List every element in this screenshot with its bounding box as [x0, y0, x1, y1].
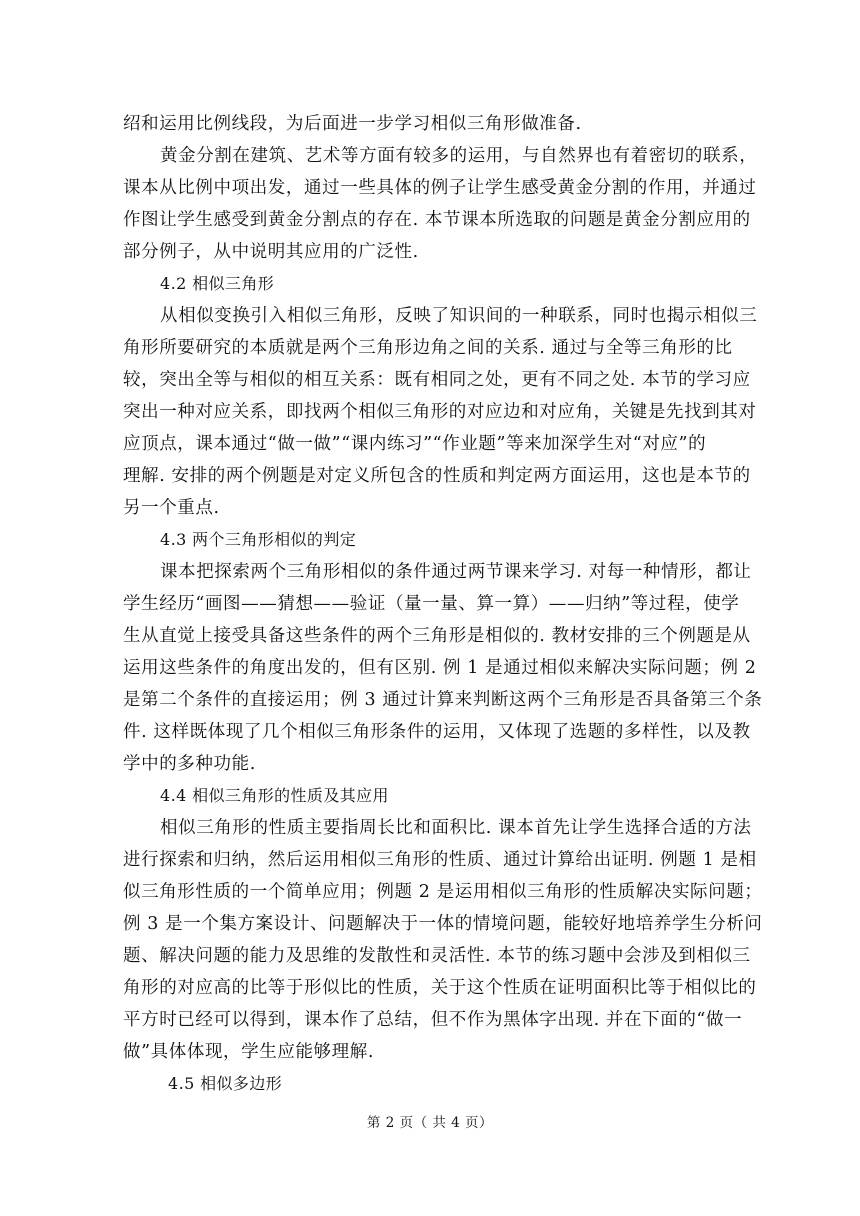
text-line: 部分例子，从中说明其应用的广泛性. — [123, 242, 419, 262]
text-line: 应顶点，课本通过“做一做”“课内练习”“作业题”等来加深学生对“对应”的 — [123, 434, 707, 454]
page-footer: 第 2 页（ 共 4 页） — [366, 1115, 494, 1131]
text-line: 做”具体体现，学生应能够理解. — [123, 1042, 375, 1062]
text-line: 似三角形性质的一个简单应用；例题 2 是运用相似三角形的性质解决实际问题； — [123, 882, 763, 902]
text-line: 从相似变换引入相似三角形，反映了知识间的一种联系，同时也揭示相似三 — [160, 306, 758, 326]
text-line: 黄金分割在建筑、艺术等方面有较多的运用，与自然界也有着密切的联系， — [160, 146, 758, 166]
text-line: 进行探索和归纳，然后运用相似三角形的性质、通过计算给出证明. 例题 1 是相 — [123, 850, 757, 870]
text-line: 例 3 是一个集方案设计、问题解决于一体的情境问题，能较好地培养学生分析问 — [123, 914, 763, 934]
text-line: 件. 这样既体现了几个相似三角形条件的运用，又体现了选题的多样性，以及教 — [123, 722, 751, 742]
text-line: 课本把探索两个三角形相似的条件通过两节课来学习. 对每一种情形，都让 — [160, 562, 752, 582]
text-line: 角形所要研究的本质就是两个三角形边角之间的关系. 通过与全等三角形的比 — [123, 338, 733, 358]
text-line: 学中的多种功能. — [123, 754, 256, 774]
text-line: 较，突出全等与相似的相互关系：既有相同之处，更有不同之处. 本节的学习应 — [123, 370, 751, 390]
text-line: 另一个重点. — [123, 498, 220, 518]
text-line: 理解. 安排的两个例题是对定义所包含的性质和判定两方面运用，这也是本节的 — [123, 466, 751, 486]
text-line: 角形的对应高的比等于形似比的性质，关于这个性质在证明面积比等于相似比的 — [123, 978, 757, 998]
text-line: 作图让学生感受到黄金分割点的存在. 本节课本所选取的问题是黄金分割应用的 — [123, 210, 751, 230]
text-line: 平方时已经可以得到，课本作了总结，但不作为黑体字出现. 并在下面的“做一 — [123, 1010, 743, 1030]
text-line: 突出一种对应关系，即找两个相似三角形的对应边和对应角，关键是先找到其对 — [123, 402, 757, 422]
text-line: 学生经历“画图——猜想——验证（量一量、算一算）——归纳”等过程，使学 — [123, 594, 740, 614]
section-heading: 4.3 两个三角形相似的判定 — [160, 530, 357, 549]
text-line: 课本从比例中项出发，通过一些具体的例子让学生感受黄金分割的作用，并通过 — [123, 178, 757, 198]
section-heading: 4.5 相似多边形 — [168, 1074, 283, 1093]
text-line: 题、解决问题的能力及思维的发散性和灵活性. 本节的练习题中会涉及到相似三 — [123, 946, 751, 966]
text-line: 是第二个条件的直接运用；例 3 通过计算来判断这两个三角形是否具备第三个条 — [123, 690, 763, 710]
text-line: 生从直觉上接受具备这些条件的两个三角形是相似的. 教材安排的三个例题是从 — [123, 626, 751, 646]
text-line: 运用这些条件的角度出发的，但有区别. 例 1 是通过相似来解决实际问题；例 2 — [123, 658, 757, 678]
text-line: 绍和运用比例线段，为后面进一步学习相似三角形做准备. — [123, 114, 582, 134]
text-line: 相似三角形的性质主要指周长比和面积比. 课本首先让学生选择合适的方法 — [160, 818, 752, 838]
section-heading: 4.2 相似三角形 — [160, 274, 275, 293]
section-heading: 4.4 相似三角形的性质及其应用 — [160, 786, 389, 805]
